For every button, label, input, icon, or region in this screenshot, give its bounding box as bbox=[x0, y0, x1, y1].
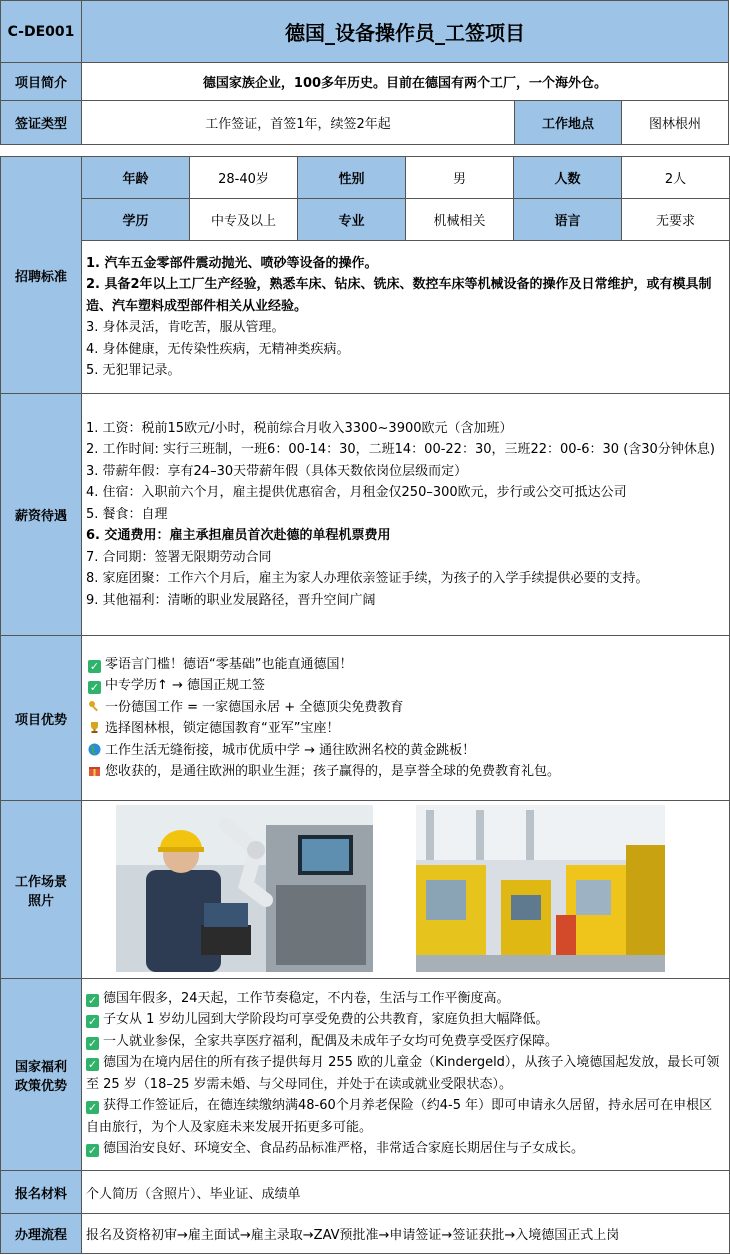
welfare-text: 子女从 1 岁幼儿园到大学阶段均可享受免费的公共教育，家庭负担大幅降低。 bbox=[103, 1012, 549, 1027]
list-item bbox=[88, 761, 725, 783]
list-item bbox=[86, 1138, 725, 1160]
globe-icon bbox=[88, 742, 101, 755]
list-item: 9. 其他福利：清晰的职业发展路径，晋升空间广阔 bbox=[86, 592, 376, 608]
materials-label: 报名材料 bbox=[1, 1171, 82, 1214]
list-item: 6. 交通费用：雇主承担雇员首次赴德的单程机票费用 bbox=[86, 528, 391, 544]
location-label: 工作地点 bbox=[514, 101, 621, 145]
list-item bbox=[86, 1095, 725, 1138]
age-label: 年龄 bbox=[82, 157, 190, 199]
worker-photo bbox=[116, 805, 373, 972]
list-item: 7. 合同期：签署无限期劳动合同 bbox=[86, 549, 272, 565]
photos-label bbox=[1, 801, 82, 979]
age-value: 28-40岁 bbox=[190, 157, 298, 199]
list-item bbox=[86, 988, 725, 1010]
check-icon: ✓ bbox=[89, 681, 100, 694]
welfare-label-line: 国家福利 bbox=[14, 1059, 67, 1075]
intro-text: 德国家族企业，100多年历史。目前在德国有两个工厂，一个海外仓。 bbox=[82, 63, 729, 101]
list-item bbox=[86, 1009, 725, 1031]
advantage-text: 零语言门槛！德语“零基础”也能直通德国！ bbox=[105, 656, 353, 672]
advantage-text: 一份德国工作 = 一家德国永居 + 全德顶尖免费教育 bbox=[105, 699, 404, 715]
trophy-icon bbox=[88, 720, 101, 733]
welfare-text: 德国年假多，24天起，工作节奏稳定，不内卷，生活与工作平衡度高。 bbox=[103, 990, 510, 1006]
main-table bbox=[0, 156, 730, 1254]
gift-icon bbox=[88, 763, 101, 776]
photos-label-line: 照片 bbox=[27, 893, 54, 909]
list-item: 4. 身体健康，无传染性疾病，无精神类疾病。 bbox=[86, 341, 350, 357]
list-item: 5. 餐食：自理 bbox=[86, 506, 168, 522]
key-icon bbox=[88, 699, 101, 712]
welfare-text: 一人就业参保，全家共享医疗福利，配偶及未成年子女均可免费享受医疗保障。 bbox=[103, 1033, 559, 1049]
process-label: 办理流程 bbox=[1, 1214, 82, 1254]
welfare-label bbox=[1, 979, 82, 1171]
list-item bbox=[86, 1052, 725, 1095]
major-label: 专业 bbox=[298, 199, 406, 241]
list-item: 2. 工作时间: 实行三班制，一班6：00-14：30，二班14：00-22：30，三班22：00-6：30 (含30分钟休息) bbox=[86, 442, 715, 458]
check-icon: ✓ bbox=[87, 1058, 98, 1071]
recruit-list bbox=[82, 241, 730, 394]
list-item: 4. 住宿：入职前六个月，雇主提供优惠宿舍，月租金仅250–300欧元，步行或公交可抵达公司 bbox=[86, 485, 627, 501]
advantage-text: 选择图林根，锁定德国教育“亚军”宝座！ bbox=[105, 721, 340, 736]
list-item bbox=[88, 654, 725, 676]
list-item: 3. 带薪年假：享有24–30天带薪年假（具体天数依岗位层级而定） bbox=[86, 463, 468, 479]
factory-photo bbox=[416, 805, 665, 972]
visa-label: 签证类型 bbox=[1, 101, 82, 145]
recruit-label: 招聘标准 bbox=[1, 157, 82, 394]
lang-label: 语言 bbox=[514, 199, 622, 241]
advantage-text: 工作生活无缝衔接，城市优质中学 → 通往欧洲名校的黄金跳板！ bbox=[105, 742, 476, 758]
count-value: 2人 bbox=[622, 157, 730, 199]
list-item bbox=[88, 697, 725, 719]
list-item: 1. 汽车五金零部件震动抛光、喷砂等设备的操作。 bbox=[86, 255, 378, 271]
lang-value: 无要求 bbox=[622, 199, 730, 241]
gender-value: 男 bbox=[406, 157, 514, 199]
list-item: 3. 身体灵活，肯吃苦，服从管理。 bbox=[86, 320, 285, 335]
advantage-label: 项目优势 bbox=[1, 636, 82, 801]
check-icon: ✓ bbox=[87, 1036, 98, 1050]
list-item bbox=[88, 675, 725, 697]
welfare-text: 获得工作签证后，在德连续缴纳满48-60个月养老保险（约4-5 年）即可申请永久居留，持永居可在申根区自由旅行，为个人及家庭未来发展开拓更多可能。 bbox=[86, 1098, 713, 1135]
welfare-text: 德国治安良好、环境安全、食品药品标准严格，非常适合家庭长期居住与子女成长。 bbox=[103, 1141, 585, 1156]
check-icon: ✓ bbox=[89, 659, 100, 673]
major-value: 机械相关 bbox=[406, 199, 514, 241]
list-item: 1. 工资：税前15欧元/小时，税前综合月收入3300~3900欧元（含加班） bbox=[86, 420, 513, 436]
gender-label: 性别 bbox=[298, 157, 406, 199]
list-item bbox=[88, 740, 725, 762]
list-item bbox=[88, 718, 725, 740]
visa-value: 工作签证，首签1年，续签2年起 bbox=[82, 101, 515, 145]
edu-value: 中专及以上 bbox=[190, 199, 298, 241]
count-label: 人数 bbox=[514, 157, 622, 199]
check-icon: ✓ bbox=[87, 1101, 98, 1114]
welfare-list bbox=[82, 979, 730, 1171]
photos-label-line: 工作场景 bbox=[14, 874, 67, 890]
materials-text: 个人简历（含照片）、毕业证、成绩单 bbox=[82, 1171, 730, 1214]
list-item bbox=[86, 1031, 725, 1053]
check-icon: ✓ bbox=[87, 993, 98, 1007]
list-item: 5. 无犯罪记录。 bbox=[86, 363, 181, 378]
process-text: 报名及资格初审→雇主面试→雇主录取→ZAV预批准→申请签证→签证获批→入境德国正式上岗 bbox=[82, 1214, 730, 1254]
advantage-text: 您收获的，是通往欧洲的职业生涯；孩子赢得的，是享誉全球的免费教育礼包。 bbox=[105, 764, 561, 779]
photo-cell bbox=[82, 801, 730, 979]
location-value: 图林根州 bbox=[621, 101, 728, 145]
intro-label: 项目简介 bbox=[1, 63, 82, 101]
welfare-text: 德国为在境内居住的所有孩子提供每月 255 欧的儿童金（Kindergeld），从孩子入境德国起发放，最长可领至 25 岁（18–25 岁需未婚、与父母同住，并处于在读或就业受限状态）。 bbox=[86, 1055, 720, 1092]
project-code: C-DE001 bbox=[1, 1, 82, 63]
salary-list bbox=[82, 394, 730, 636]
header-table bbox=[0, 0, 729, 145]
list-item: 2. 具备2年以上工厂生产经验，熟悉车床、钻床、铣床、数控车床等机械设备的操作及日常维护，或有模具制造、汽车塑料成型部件相关从业经验。 bbox=[86, 277, 712, 314]
welfare-label-line: 政策优势 bbox=[14, 1078, 67, 1094]
page-title: 德国_设备操作员_工签项目 bbox=[82, 1, 729, 63]
edu-label: 学历 bbox=[82, 199, 190, 241]
salary-label: 薪资待遇 bbox=[1, 394, 82, 636]
advantage-text: 中专学历↑ → 德国正规工签 bbox=[105, 678, 266, 693]
advantage-list bbox=[82, 636, 730, 801]
check-icon: ✓ bbox=[87, 1015, 98, 1028]
check-icon: ✓ bbox=[87, 1144, 98, 1157]
list-item: 8. 家庭团聚：工作六个月后，雇主为家人办理依亲签证手续，为孩子的入学手续提供必要的支持。 bbox=[86, 571, 649, 587]
